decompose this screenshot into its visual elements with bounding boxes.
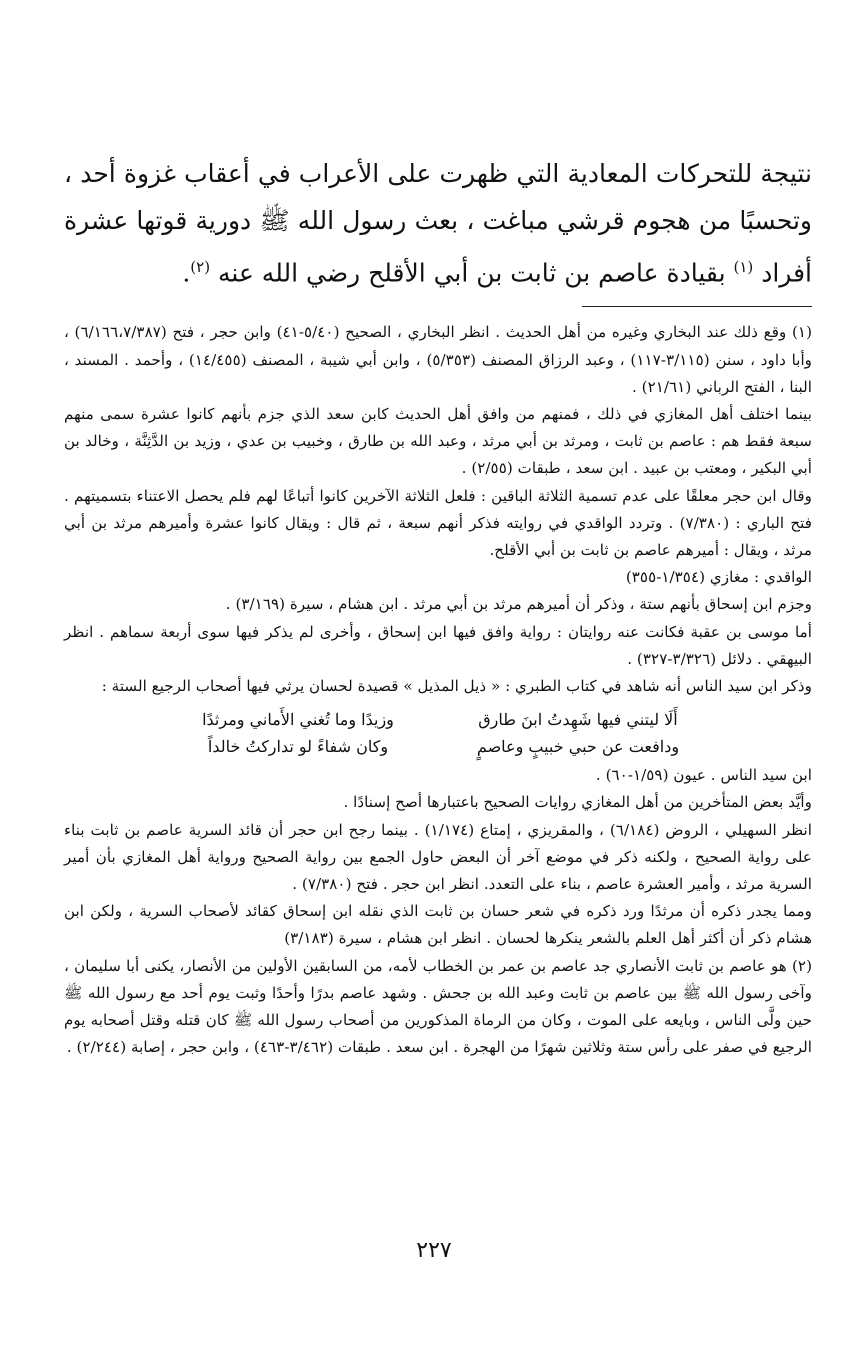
footnotes xyxy=(64,319,812,1061)
footnote-paragraph: ابن سيد الناس . عيون (١/٥٩-٦٠) . xyxy=(595,766,812,785)
footnote-paragraph: ومما يجدر ذكره أن مرثدًا ورد ذكره في شعر حسان بن ثابت الذي نقله ابن إسحاق كقائد لأصحاب السرية ، ولكن ابن هشام ذكر أن أكثر أهل العلم بالشعر ينكرها لحسان . انظر ابن هشام ، سيرة (٣/١٨٣) xyxy=(64,902,812,948)
footnote-divider xyxy=(582,306,812,307)
footnote-divider-wrap xyxy=(64,306,812,319)
main-paragraph xyxy=(64,150,812,296)
footnote-paragraph: وذكر ابن سيد الناس أنه شاهد في كتاب الطبري : « ذيل المذيل » قصيدة لحسان يرثي فيها أصحاب الرجيع الستة : xyxy=(101,676,812,695)
poem xyxy=(178,706,698,760)
main-text-end: بقيادة عاصم بن ثابت بن أبي الأقلح رضي الله عنه xyxy=(210,258,734,288)
footnote-paragraph: الواقدي : مغازي (١/٣٥٤-٣٥٥) xyxy=(625,568,812,587)
footnote-paragraph: انظر السهيلي ، الروض (٦/١٨٤) ، والمقريزي ، إمتاع (١/١٧٤) . بينما رجح ابن حجر أن قائد السرية عاصم بن ثابت بناء على رواية الصحيح ، ولكنه ذكر في موضع آخر أن البعض حاول الجمع بين رواية الصحيح ورواية أهل المغازي بأن أمير السرية مرثد ، وأمير العشرة عاصم ، بناء على التعدد. انظر ابن حجر . فتح (٧/٣٨٠) . xyxy=(64,820,812,893)
footnote-paragraph: وأيَّد بعض المتأخرين من أهل المغازي روايات الصحيح باعتبارها أصح إسنادًا . xyxy=(343,793,812,812)
poem-line2-second-hemistich: وكان شفاءً لو تداركتُ خالداً xyxy=(207,737,389,757)
main-text-body: نتيجة للتحركات المعادية التي ظهرت على الأعراب في أعقاب غزوة أحد ، وتحسبًا من هجوم قرشي مباغت ، بعث رسول الله ﷺ دورية قوتها عشرة أفراد xyxy=(64,159,812,288)
footnote-paragraph: وقال ابن حجر معلقًا على عدم تسمية الثلاثة الباقين : فلعل الثلاثة الآخرين كانوا أتباعًا لهم فلم يحصل الاعتناء بتسميتهم . فتح الباري : (٧/٣٨٠) . وتردد الواقدي في روايته فذكر أنهم سبعة ، ثم قال : ويقال كانوا عشرة وأميرهم مرثد بن أبي مرثد ، ويقال : أميرهم عاصم بن ثابت بن أبي الأقلح. xyxy=(64,486,812,559)
poem-line2-first-hemistich: ودافعت عن حبي خبيبٍ وعاصمٍ xyxy=(476,737,680,757)
main-text-final-dot: . xyxy=(182,258,191,288)
page-content xyxy=(64,150,812,1061)
footnote-paragraph: بينما اختلف أهل المغازي في ذلك ، فمنهم من وافق أهل الحديث كابن سعد الذي جزم بأنهم كانوا عشرة سمى منهم سبعة فقط هم : عاصم بن ثابت ، ومرثد بن أبي مرثد ، وعبد الله بن طارق ، وخبيب بن عدي ، وزيد بن الدَّثِنَّة ، وخالد بن أبي البكير ، ومعتب بن عبيد . ابن سعد ، طبقات (٢/٥٥) . xyxy=(64,404,812,478)
poem-line1-second-hemistich: وزيدًا وما تُغني الأَماني ومرثدًا xyxy=(202,710,394,730)
page-number: ٢٢٧ xyxy=(416,1238,452,1263)
footnote-ref-1[interactable]: (١) xyxy=(733,258,754,276)
poem-line1-first-hemistich: أَلَا ليتني فيها شَهِدتُ ابنَ طارق xyxy=(478,710,678,730)
footnote-paragraph: وجزم ابن إسحاق بأنهم ستة ، وذكر أن أميرهم مرثد بن أبي مرثد . ابن هشام ، سيرة (٣/١٦٩) . xyxy=(225,595,812,614)
footnote-2: (٢) هو عاصم بن ثابت الأنصاري جد عاصم بن عمر بن الخطاب لأمه، من السابقين الأولين من الأنصار، يكنى أبا سليمان ، وآخى رسول الله ﷺ بين عاصم بن ثابت وعبد الله بن جحش . وشهد عاصم بدرًا وأحدًا وثبت يوم أحد مع رسول الله ﷺ حين ولَّى الناس ، وبايعه على الموت ، وكان من الرماة المذكورين من أصحاب رسول الله ﷺ كان قتله وقتل أصحابه يوم الرجيع في صفر على رأس ستة وثلاثين شهرًا من الهجرة . ابن سعد . طبقات (٣/٤٦٢-٤٦٣) ، وابن حجر ، إصابة (٢/٢٤٤) . xyxy=(64,956,812,1057)
footnote-paragraph: أما موسى بن عقبة فكانت عنه روايتان : رواية وافق فيها ابن إسحاق ، وأخرى لم يذكر فيها سوى أربعة سماهم . انظر البيهقي . دلائل (٣/٣٢٦-٣٢٧) . xyxy=(64,622,812,668)
footnote-ref-2[interactable]: (٢) xyxy=(190,258,211,276)
footnote-1: (١) وقع ذلك عند البخاري وغيره من أهل الحديث . انظر البخاري ، الصحيح (٥/٤٠-٤١) وابن حجر ، فتح (٦/١٦٦،٧/٣٨٧) ، وأبا داود ، سنن (٣/١١٥-١١٧) ، وعبد الرزاق المصنف (٥/٣٥٣) ، وابن أبي شيبة ، المصنف (١٤/٤٥٥) ، وأحمد . المسند ، البنا ، الفتح الرباني (٢١/٦١) . xyxy=(64,323,813,396)
